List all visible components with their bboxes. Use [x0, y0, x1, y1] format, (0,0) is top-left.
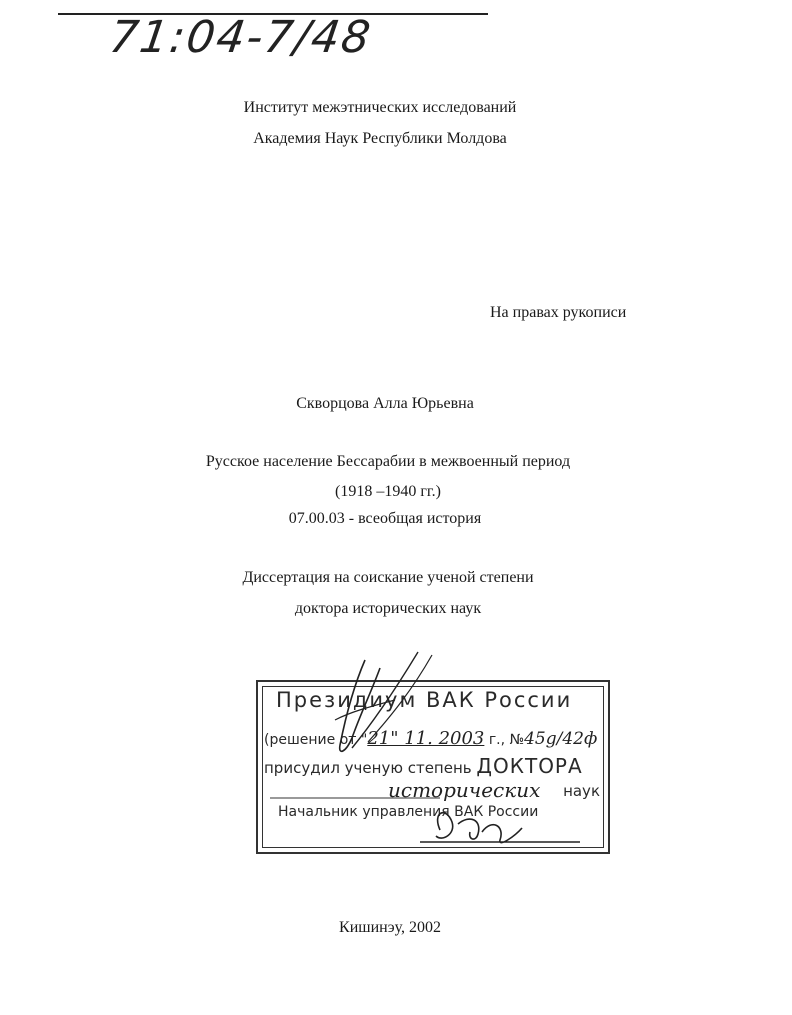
stamp-field-suffix: наук — [563, 782, 600, 800]
archive-number: 71:04-7/48 — [106, 12, 376, 63]
dissertation-type-line2: доктора исторических наук — [294, 600, 482, 617]
author-name: Скворцова Алла Юрьевна — [296, 395, 474, 412]
stamp-awarded-prefix: присудил ученую степень — [264, 759, 472, 777]
stamp-decision-mid: г., № — [488, 732, 525, 748]
stamp-title: Президиум ВАК России — [276, 688, 573, 712]
stamp-field-handwritten: исторических — [388, 778, 541, 802]
institute-name: Институт межэтнических исследований — [243, 99, 517, 116]
manuscript-note: На правах рукописи — [490, 304, 627, 321]
stamp-chief-title: Начальник управления ВАК России — [278, 804, 539, 820]
dissertation-title-line1: Русское население Бессарабии в межвоенный период — [205, 453, 571, 470]
stamp-degree: ДОКТОРА — [476, 754, 583, 778]
chief-signature — [420, 813, 580, 843]
stamp-decision-prefix: (решение от " — [264, 732, 368, 748]
academy-name: Академия Наук Республики Молдова — [253, 130, 507, 147]
stamp-decision-date: 21" 11. 2003 — [367, 728, 485, 749]
stamp-decision-number: 45g/42ф — [524, 729, 598, 749]
signature-stroke-3 — [368, 655, 432, 742]
dissertation-title-line2: (1918 –1940 гг.) — [335, 483, 441, 500]
specialty: 07.00.03 - всеобщая история — [288, 510, 482, 527]
place-year: Кишинэу, 2002 — [339, 919, 441, 936]
dissertation-type-line1: Диссертация на соискание ученой степени — [242, 569, 534, 586]
